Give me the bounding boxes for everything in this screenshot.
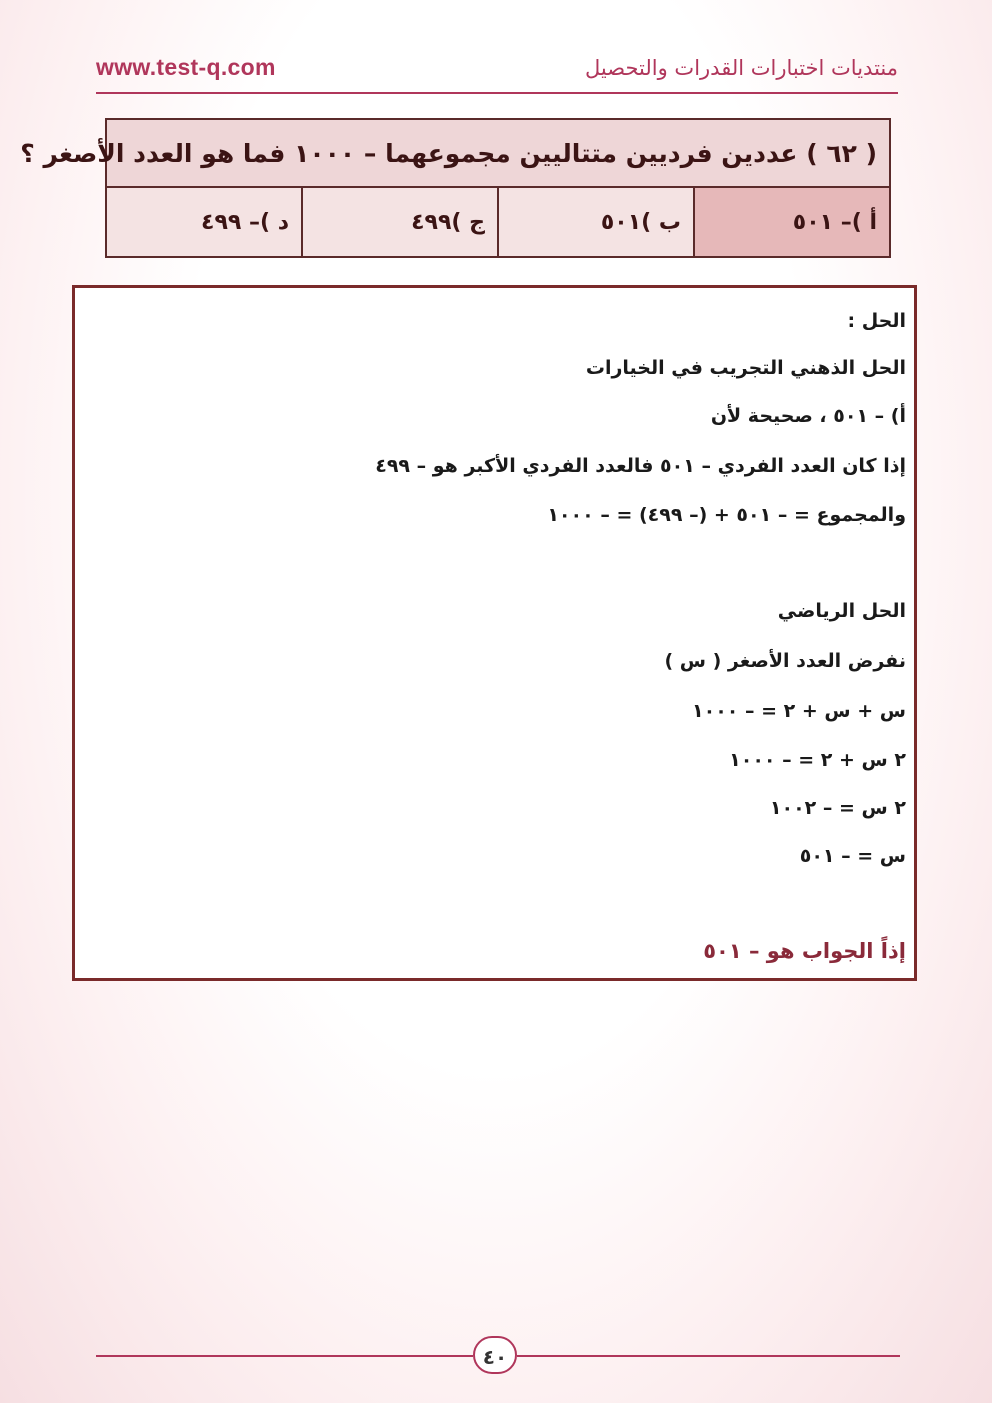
answer-options bbox=[107, 188, 889, 256]
option-c[interactable]: ج )٤٩٩ bbox=[301, 188, 497, 256]
header-divider bbox=[96, 92, 898, 94]
equation-3: ٢ س = – ١٠٠٢ bbox=[769, 797, 906, 819]
mental-choice: أ) – ٥٠١ ، صحيحة لأن bbox=[710, 405, 906, 427]
math-solution-title: الحل الرياضي bbox=[777, 600, 906, 622]
final-answer: إذاً الجواب هو – ٥٠١ bbox=[703, 939, 906, 963]
question-text: ( ٦٢ ) عددين فرديين متتاليين مجموعهما – ١٠٠٠ فما هو العدد الأصغر ؟ bbox=[20, 138, 877, 168]
question-table bbox=[20, 118, 891, 258]
footer-divider-left bbox=[96, 1355, 473, 1357]
option-a[interactable]: أ )– ٥٠١ bbox=[693, 188, 889, 256]
equation-1: س + س + ٢ = – ١٠٠٠ bbox=[692, 700, 906, 722]
option-b[interactable]: ب )٥٠١ bbox=[497, 188, 693, 256]
mental-sum: والمجموع = – ٥٠١ + (– ٤٩٩) = – ١٠٠٠ bbox=[547, 504, 906, 526]
math-assume: نفرض العدد الأصغر ( س ) bbox=[664, 650, 906, 672]
option-d[interactable]: د )– ٤٩٩ bbox=[107, 188, 301, 256]
solution-box bbox=[72, 285, 917, 981]
page-header bbox=[96, 54, 898, 94]
equation-4: س = – ٥٠١ bbox=[799, 845, 906, 867]
footer-divider-right bbox=[517, 1355, 900, 1357]
solution-heading: الحل : bbox=[847, 310, 906, 332]
equation-2: ٢ س + ٢ = – ١٠٠٠ bbox=[729, 749, 906, 771]
mental-if: إذا كان العدد الفردي – ٥٠١ فالعدد الفردي الأكبر هو – ٤٩٩ bbox=[375, 455, 906, 477]
page-number: ٤٠ bbox=[473, 1336, 517, 1374]
mental-solution-title: الحل الذهني التجريب في الخيارات bbox=[585, 357, 906, 379]
forum-title: منتديات اختبارات القدرات والتحصيل bbox=[585, 56, 898, 80]
question-row bbox=[20, 120, 889, 188]
site-url[interactable]: www.test-q.com bbox=[96, 54, 276, 80]
